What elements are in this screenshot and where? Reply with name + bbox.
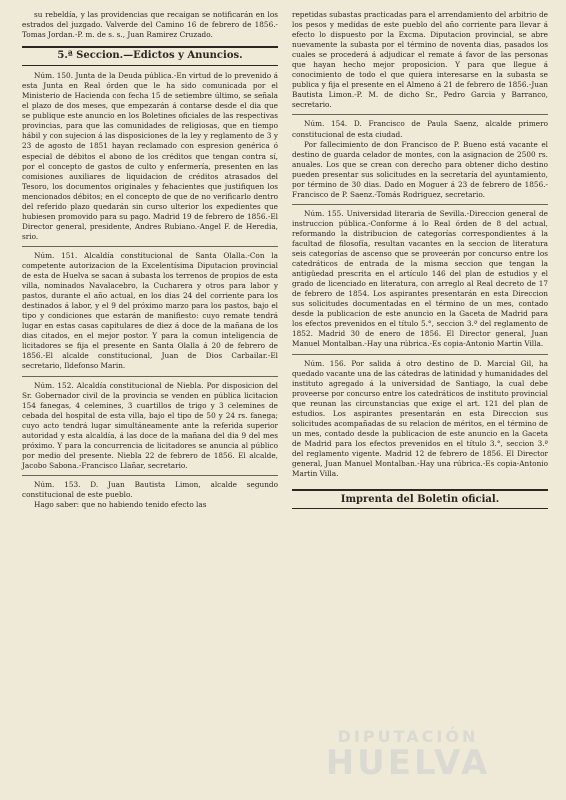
notice-154 (292, 119, 548, 199)
notice-155 (292, 209, 548, 350)
left-column (22, 10, 278, 514)
section-rule-top (22, 46, 278, 48)
imprint-rule-top (292, 489, 548, 491)
notice-text: Núm. 150. Junta de la Deuda pública.-En virtud de lo prevenido á esta Junta en Real órden que le ha sido comunicada por el Ministerio de Hacienda con fecha 15 de setiembre último, se señala el plazo de dos meses, que empezarán á contarse desde el dia que se publique este anuncio en los Boletines oficiales de las respectivas provincias, para que las comunidades de religiosas, que en tiempo hábil y con sujecion á las disposiciones de la ley y reglamento de 3 y 23 de agosto de 1851 hayan reclamado con espresion genérica ó especial de débitos el abono de los créditos que tengan contra sí, por el concepto de gastos de culto y enfermería, presenten en las comisiones auxiliares de liquidacion de créditos atrasados del Tesoro, los documentos originales y fehacientes que justifiquen los mencionados débitos; en el concepto de que de no verificarlo dentro del referido plazo quedarán sin curso ulterior los expedientes que hubiesen promovido para su pago. Madrid 19 de febrero de 1856.-El Director general, presidente, Andres Rubiano.-Angel F. de Heredia, srio. (22, 71, 278, 241)
watermark-line-1: DIPUTACIÓN (337, 727, 479, 746)
notice-153 (22, 480, 278, 510)
right-column (292, 10, 548, 514)
notice-text: Núm. 155. Universidad literaria de Sevilla.-Direccion general de instruccion pública.-Conforme á lo Real órden de 8 del actual, reformando la distribucion de categorías correspondientes á la facultad de filosofía, resultan vacantes en la seccion de literatura seis categorías de ascenso que se proveerán por concurso entre los catedráticos de entrada de la misma seccion que tengan la antigüedad prescrita en el artículo 146 del plan de estudios y el grado de licenciado en literatura, con arreglo al Real decreto de 17 de febrero de 1854. Los aspirantes presentarán en esta Direccion sus solicitudes documentadas en el término de un mes, contado desde la publicacion de este anuncio en la Gaceta de Madrid para los efectos prevenidos en el título 5.°, seccion 3.ª del reglamento de 1852. Madrid 30 de enero de 1856. El Director general, Juan Manuel Montalban.-Hay una rúbrica.-Es copia-Antonio Martin Villa. (292, 208, 548, 349)
notice-text: Núm. 152. Alcaldía constitucional de Niebla. Por disposicion del Sr. Gobernador civil de la provincia se venden en pública licitacion 154 fanegas, 4 celemines, 3 cuartillos de trigo y 3 celemines de cebada del hospital de esta villa, bajo el tipo de 50 y 24 rs. fanega; cuyo acto tendrá lugar simultáneamente ante la referida superior autoridad y esta alcaldía, á las doce de la mañana del dia 9 del mes próximo. Y para la concurrencia de licitadores se anuncia al público por medio del presente. Niebla 22 de febrero de 1856. El alcalde, Jacobo Sabona.-Francisco Llañar, secretario. (22, 380, 278, 470)
notice-152 (22, 381, 278, 471)
notice-separator (22, 475, 278, 476)
notice-text: Núm. 153. D. Juan Bautista Limon, alcalde segundo constitucional de este pueblo. (22, 479, 278, 499)
columns (22, 10, 548, 514)
notice-text-continued: Hago saber: que no habiendo tenido efecto las (34, 500, 207, 510)
section-rule-bottom (22, 65, 278, 66)
imprint-rule-bottom (292, 508, 548, 509)
notice-text: Núm. 151. Alcaldía constitucional de Santa Olalla.-Con la competente autorizacion de la Excelentísima Diputacion provincial de esta de Huelva se sacan á subasta los terrenos de propios de esta villa, nominados Navalacebro, la Cucharera y otros para labor y pastos, durante el año actual, en los dias 24 del corriente para los destinados á labor, y el 9 del próximo marzo para los pastos, bajo el tipo y condiciones que estarán de manifiesto: cuyo remate tendrá lugar en estas casas capitulares de diez á doce de la mañana de los dias citados, en el mejor postor. Y para la comun inteligencia de licitadores se fija el presente en Santa Olalla á 20 de febrero de 1856.-El alcalde constitucional, Juan de Dios Carbailar.-El secretario, Ildefonso Marin. (22, 250, 278, 371)
notice-separator (22, 246, 278, 247)
section-heading: 5.ª Seccion.—Edictos y Anuncios. (57, 50, 243, 62)
notice-text-continued: Por fallecimiento de don Francisco de P. Bueno está vacante el destino de guarda celador de montes, con la asignacion de 2500 rs. anuales. Los que se crean con derecho para obtener dicho destino pueden presentar sus solicitudes en la secretaría del ayuntamiento, por término de 30 dias. Dado en Moguer á 23 de febrero de 1856.-Francisco de P. Saenz.-Tomás Rodriguez, secretario. (292, 139, 548, 199)
notice-151 (22, 251, 278, 372)
imprint-block (292, 489, 548, 509)
notice-separator (292, 354, 548, 355)
continued-notice-153-text: repetidas subastas practicadas para el arrendamiento del arbitrio de los pesos y medidas de este pueblo del año corriente para llevar á efecto lo dispuesto por la Excma. Diputacion provincial, se abre nuevamente la subasta por el término de noventa dias, pasados los cuales se procederá á adjudicar el remate á favor de las personas que hayan hecho mejor proposicion. Y para que llegue á conocimiento de todo el que quiera interesarse en la subasta se publica y fija el presente en el Almeno á 21 de febrero de 1856.-Juan Bautista Limon.-P. M. de dicho Sr., Pedro Garcia y Barranco, secretario. (292, 10, 548, 110)
continued-notice-text: su rebeldía, y las providencias que recaigan se notificarán en los estrados del juzgado. Valverde del Camino 16 de febrero de 1856.-Tomas Jordan.-P. m. de s. s., Juan Ramirez Cruzado. (22, 10, 278, 40)
imprint-line: Imprenta del Boletin oficial. (340, 494, 500, 506)
watermark (278, 727, 538, 783)
notice-separator (292, 114, 548, 115)
notice-text: Núm. 154. D. Francisco de Paula Saenz, alcalde primero constitucional de esta ciudad. (292, 119, 548, 139)
watermark-line-2: HUELVA (325, 743, 491, 783)
notice-text: Núm. 156. Por salida á otro destino de D. Marcial Gil, ha quedado vacante una de las cátedras de latinidad y humanidades del instituto agregado á la universidad de Santiago, la cual debe proveerse por concurso entre los catedráticos de instituto provincial que reunan las circunstancias que exige el art. 121 del plan de estudios. Los aspirantes presentarán en esta Direccion sus solicitudes acompañadas de su relacion de méritos, en el término de un mes, contado desde la publicacion de este anuncio en la Gaceta de Madrid para los efectos prevenidos en el título 3.°, seccion 3.ª del reglamento vigente. Madrid 12 de febrero de 1856. El Director general, Juan Manuel Montalban.-Hay una rúbrica.-Es copia-Antonio Martin Villa. (292, 358, 548, 479)
notice-separator (292, 204, 548, 205)
notice-156 (292, 359, 548, 480)
notice-separator (22, 376, 278, 377)
notice-150 (22, 71, 278, 242)
